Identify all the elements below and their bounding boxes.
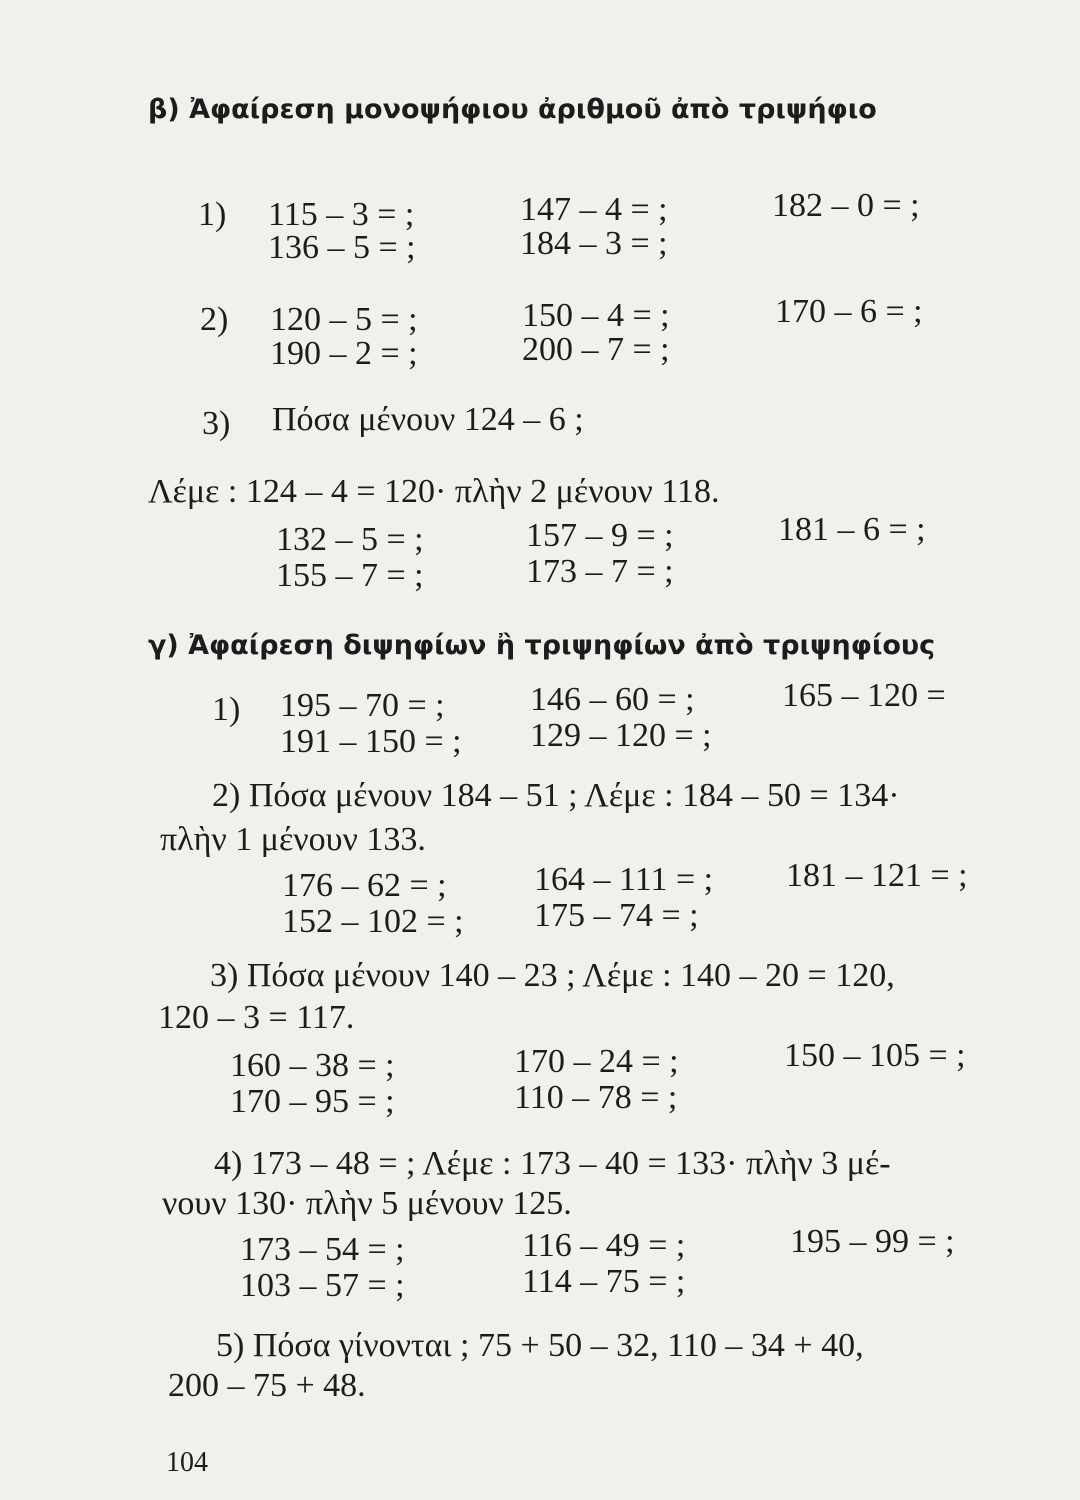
exercise-b3-number: 3) [202, 405, 231, 442]
exercise-item: 170 – 6 = ; [775, 293, 923, 330]
exercise-item: 114 – 75 = ; [522, 1263, 686, 1300]
section-c-heading: γ) Ἀφαίρεση διψηφίων ἢ τριψηφίων ἀπὸ τριψηφίους [148, 630, 936, 661]
exercise-c3-text: 120 – 3 = 117. [158, 999, 355, 1036]
page-number: 104 [166, 1447, 208, 1478]
exercise-item: 195 – 70 = ; [280, 687, 445, 724]
exercise-item: 136 – 5 = ; [268, 229, 416, 266]
exercise-item: 157 – 9 = ; [526, 517, 674, 554]
exercise-item: 152 – 102 = ; [282, 903, 464, 940]
exercise-item: 103 – 57 = ; [240, 1267, 405, 1304]
exercise-item: 150 – 105 = ; [784, 1037, 966, 1074]
exercise-c2-text: 2) Πόσα μένουν 184 – 51 ; Λέμε : 184 – 50 = 134· [212, 777, 900, 814]
exercise-c4-text: 4) 173 – 48 = ; Λέμε : 173 – 40 = 133· πλὴν 3 μέ- [214, 1145, 891, 1182]
exercise-c3-text: 3) Πόσα μένουν 140 – 23 ; Λέμε : 140 – 20 = 120, [210, 957, 895, 994]
exercise-item: 170 – 24 = ; [514, 1043, 679, 1080]
exercise-item: 191 – 150 = ; [280, 723, 462, 760]
exercise-c1-number: 1) [212, 691, 241, 728]
exercise-item: 173 – 54 = ; [240, 1231, 405, 1268]
exercise-c2-text: πλὴν 1 μένουν 133. [160, 821, 426, 858]
exercise-item: 200 – 7 = ; [522, 331, 670, 368]
exercise-b2-number: 2) [200, 301, 229, 338]
exercise-item: 176 – 62 = ; [282, 867, 447, 904]
exercise-item: 116 – 49 = ; [522, 1227, 686, 1264]
exercise-c5-text: 5) Πόσα γίνονται ; 75 + 50 – 32, 110 – 34 + 40, [216, 1327, 864, 1364]
exercise-item: 120 – 5 = ; [270, 301, 418, 338]
exercise-c5-text: 200 – 75 + 48. [168, 1367, 366, 1404]
exercise-item: 132 – 5 = ; [276, 521, 424, 558]
exercise-item: 181 – 121 = ; [786, 857, 968, 894]
exercise-item: 173 – 7 = ; [526, 553, 674, 590]
exercise-item: 150 – 4 = ; [522, 297, 670, 334]
exercise-item: 170 – 95 = ; [230, 1083, 395, 1120]
exercise-item: 115 – 3 = ; [268, 196, 415, 233]
exercise-c4-text: νουν 130· πλὴν 5 μένουν 125. [162, 1185, 572, 1222]
exercise-item: 155 – 7 = ; [276, 557, 424, 594]
exercise-item: 175 – 74 = ; [534, 897, 699, 934]
exercise-item: 129 – 120 = ; [530, 717, 712, 754]
exercise-b1-number: 1) [198, 196, 227, 233]
exercise-item: 147 – 4 = ; [520, 191, 668, 228]
exercise-item: 110 – 78 = ; [514, 1079, 678, 1116]
exercise-item: 164 – 111 = ; [534, 861, 714, 898]
section-b-heading: β) Ἀφαίρεση μονοψήφιου ἀριθμοῦ ἀπὸ τριψήφιο [148, 94, 877, 125]
exercise-item: 165 – 120 = [782, 677, 946, 714]
exercise-b3-question: Πόσα μένουν 124 – 6 ; [272, 401, 584, 438]
exercise-item: 190 – 2 = ; [270, 335, 418, 372]
exercise-item: 160 – 38 = ; [230, 1047, 395, 1084]
exercise-item: 184 – 3 = ; [520, 225, 668, 262]
exercise-item: 182 – 0 = ; [772, 187, 920, 224]
exercise-item: 146 – 60 = ; [530, 681, 695, 718]
exercise-b3-explanation: Λέμε : 124 – 4 = 120· πλὴν 2 μένουν 118. [148, 473, 720, 510]
exercise-item: 195 – 99 = ; [790, 1223, 955, 1260]
exercise-item: 181 – 6 = ; [778, 511, 926, 548]
